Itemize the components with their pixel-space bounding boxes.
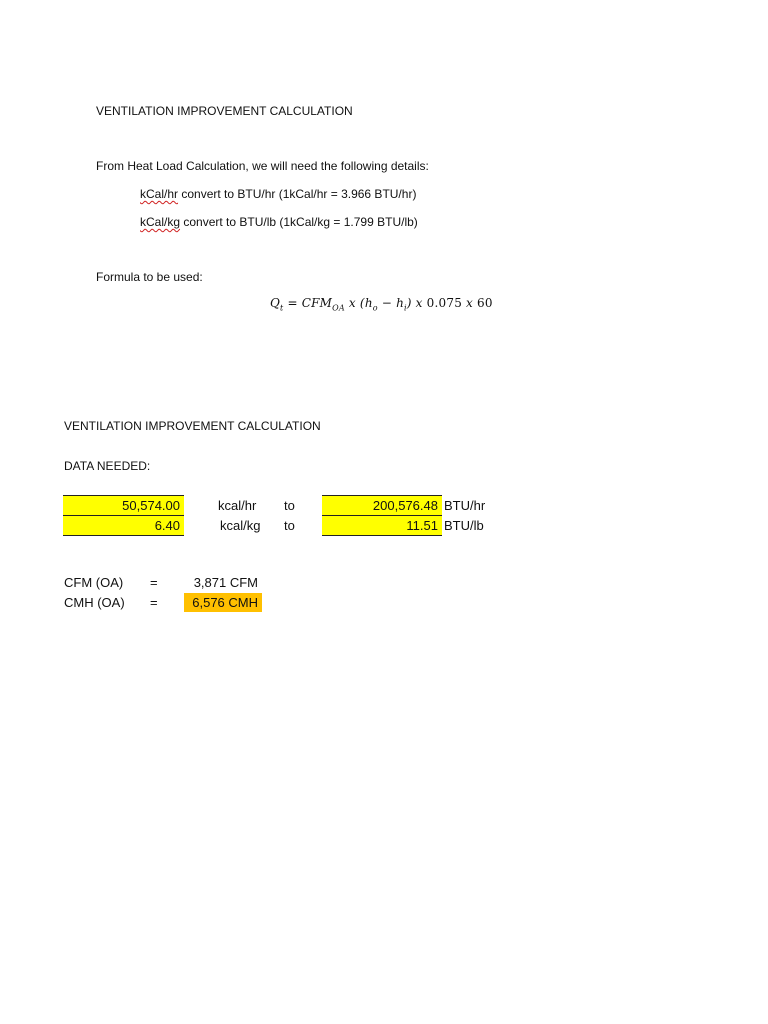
formula-times-open: x ( <box>344 296 365 310</box>
formula-close-times: ) x <box>406 296 427 310</box>
formula-h-inside: h <box>396 296 405 310</box>
output-bottom-border <box>322 535 442 536</box>
cfm-equals: = <box>150 575 158 590</box>
formula-q-sub: t <box>280 303 284 313</box>
formula-constant-2: 60 <box>477 296 493 310</box>
cmh-value[interactable]: 6,576 CMH <box>184 593 262 612</box>
converted-value-2[interactable]: 11.51 <box>322 516 442 535</box>
conversion-1-text: convert to BTU/hr (1kCal/hr = 3.966 BTU/hr) <box>178 187 417 201</box>
data-needed-label: DATA NEEDED: <box>64 459 151 473</box>
to-label-2: to <box>284 518 295 533</box>
input-value-1[interactable]: 50,574.00 <box>63 496 184 515</box>
formula-h-inside-sub: i <box>404 303 407 313</box>
input-value-2[interactable]: 6.40 <box>63 516 184 535</box>
formula-equals: = <box>283 296 302 310</box>
formula-cfm-sub: OA <box>332 303 345 313</box>
converted-unit-2: BTU/lb <box>444 518 484 533</box>
formula-minus: − <box>377 296 397 310</box>
input-unit-1: kcal/hr <box>218 498 257 513</box>
formula-equation <box>270 296 493 312</box>
formula-cfm: CFM <box>301 296 333 310</box>
formula-label: Formula to be used: <box>96 270 203 284</box>
cmh-equals: = <box>150 595 158 610</box>
intro-text: From Heat Load Calculation, we will need the following details: <box>96 159 429 173</box>
to-label-1: to <box>284 498 295 513</box>
document-title: VENTILATION IMPROVEMENT CALCULATION <box>96 104 353 118</box>
converted-unit-1: BTU/hr <box>444 498 486 513</box>
cmh-label: CMH (OA) <box>64 595 125 610</box>
input-bottom-border <box>63 535 184 536</box>
formula-h-outside-sub: o <box>372 303 378 313</box>
conversion-line-2 <box>140 215 418 229</box>
formula-constant-1: 0.075 <box>426 296 463 310</box>
conversion-1-unit: kCal/hr <box>140 187 179 201</box>
sheet-title: VENTILATION IMPROVEMENT CALCULATION <box>64 419 321 433</box>
conversion-line-1 <box>140 187 416 201</box>
formula-q: Q <box>270 296 281 310</box>
cfm-label: CFM (OA) <box>64 575 124 590</box>
input-unit-2: kcal/kg <box>220 518 261 533</box>
conversion-2-text: convert to BTU/lb (1kCal/kg = 1.799 BTU/lb) <box>180 215 418 229</box>
cfm-value[interactable]: 3,871 CFM <box>193 575 258 590</box>
formula-h-outside: h <box>364 296 373 310</box>
formula-times: x <box>462 296 478 310</box>
converted-value-1[interactable]: 200,576.48 <box>322 496 442 515</box>
conversion-2-unit: kCal/kg <box>140 215 181 229</box>
